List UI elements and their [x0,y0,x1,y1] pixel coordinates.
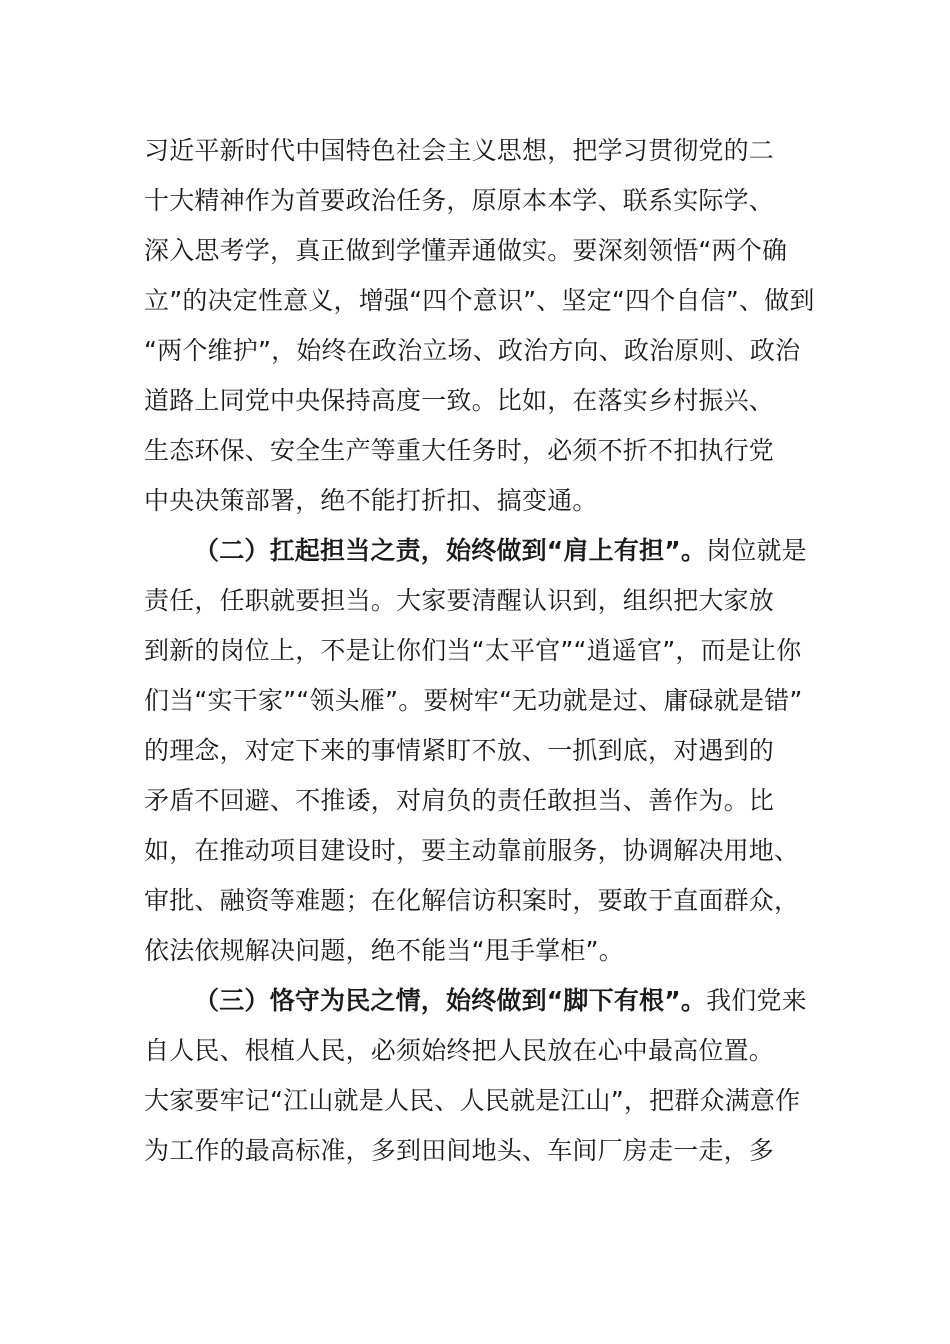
text-run: 我们党来 [706,986,807,1015]
section-heading: （三）恪守为民之情，始终做到“脚下有根”。 [194,986,707,1015]
paragraph-2 [144,526,806,976]
section-heading: （二）扛起担当之责，始终做到“肩上有担”。 [194,536,707,565]
text-line: 中央决策部署，绝不能打折扣、搞变通。 [144,486,598,515]
text-line: 十大精神作为首要政治任务，原原本本学、联系实际学、 [144,186,775,215]
text-line: 到新的岗位上，不是让你们当“太平官”“逍遥官”，而是让你 [144,636,802,665]
document-page [144,126,815,1176]
text-line: 深入思考学，真正做到学懂弄通做实。要深刻领悟“两个确 [144,236,788,265]
text-line: 生态环保、安全生产等重大任务时，必须不折不扣执行党 [144,436,775,465]
text-line: 立”的决定性意义，增强“四个意识”、坚定“四个自信”、做到 [144,286,815,315]
text-line: 习近平新时代中国特色社会主义思想，把学习贯彻党的二 [144,136,775,165]
paragraph-3 [144,976,806,1176]
text-line: 们当“实干家”“领头雁”。要树牢“无功就是过、庸碌就是错” [144,686,803,715]
text-line: 的理念，对定下来的事情紧盯不放、一抓到底，对遇到的 [144,736,775,765]
paragraph-first-line [144,526,806,576]
text-line: 依法依规解决问题，绝不能当“甩手掌柜”。 [144,936,624,965]
text-line: 大家要牢记“江山就是人民、人民就是江山”，把群众满意作 [144,1086,801,1115]
text-line: 责任，任职就要担当。大家要清醒认识到，组织把大家放 [144,586,775,615]
text-line: 矛盾不回避、不推诿，对肩负的责任敢担当、善作为。比 [144,786,775,815]
text-line: 道路上同党中央保持高度一致。比如，在落实乡村振兴、 [144,386,775,415]
paragraph-1 [144,126,815,526]
text-line: 自人民、根植人民，必须始终把人民放在心中最高位置。 [144,1036,775,1065]
text-line: 审批、融资等难题；在化解信访积案时，要敢于直面群众， [144,886,800,915]
text-line: “两个维护”，始终在政治立场、政治方向、政治原则、政治 [144,336,801,365]
paragraph-first-line [144,976,806,1026]
text-line: 如，在推动项目建设时，要主动靠前服务，协调解决用地、 [144,836,800,865]
text-run: 岗位就是 [706,536,807,565]
text-line: 为工作的最高标准，多到田间地头、车间厂房走一走，多 [144,1136,775,1165]
